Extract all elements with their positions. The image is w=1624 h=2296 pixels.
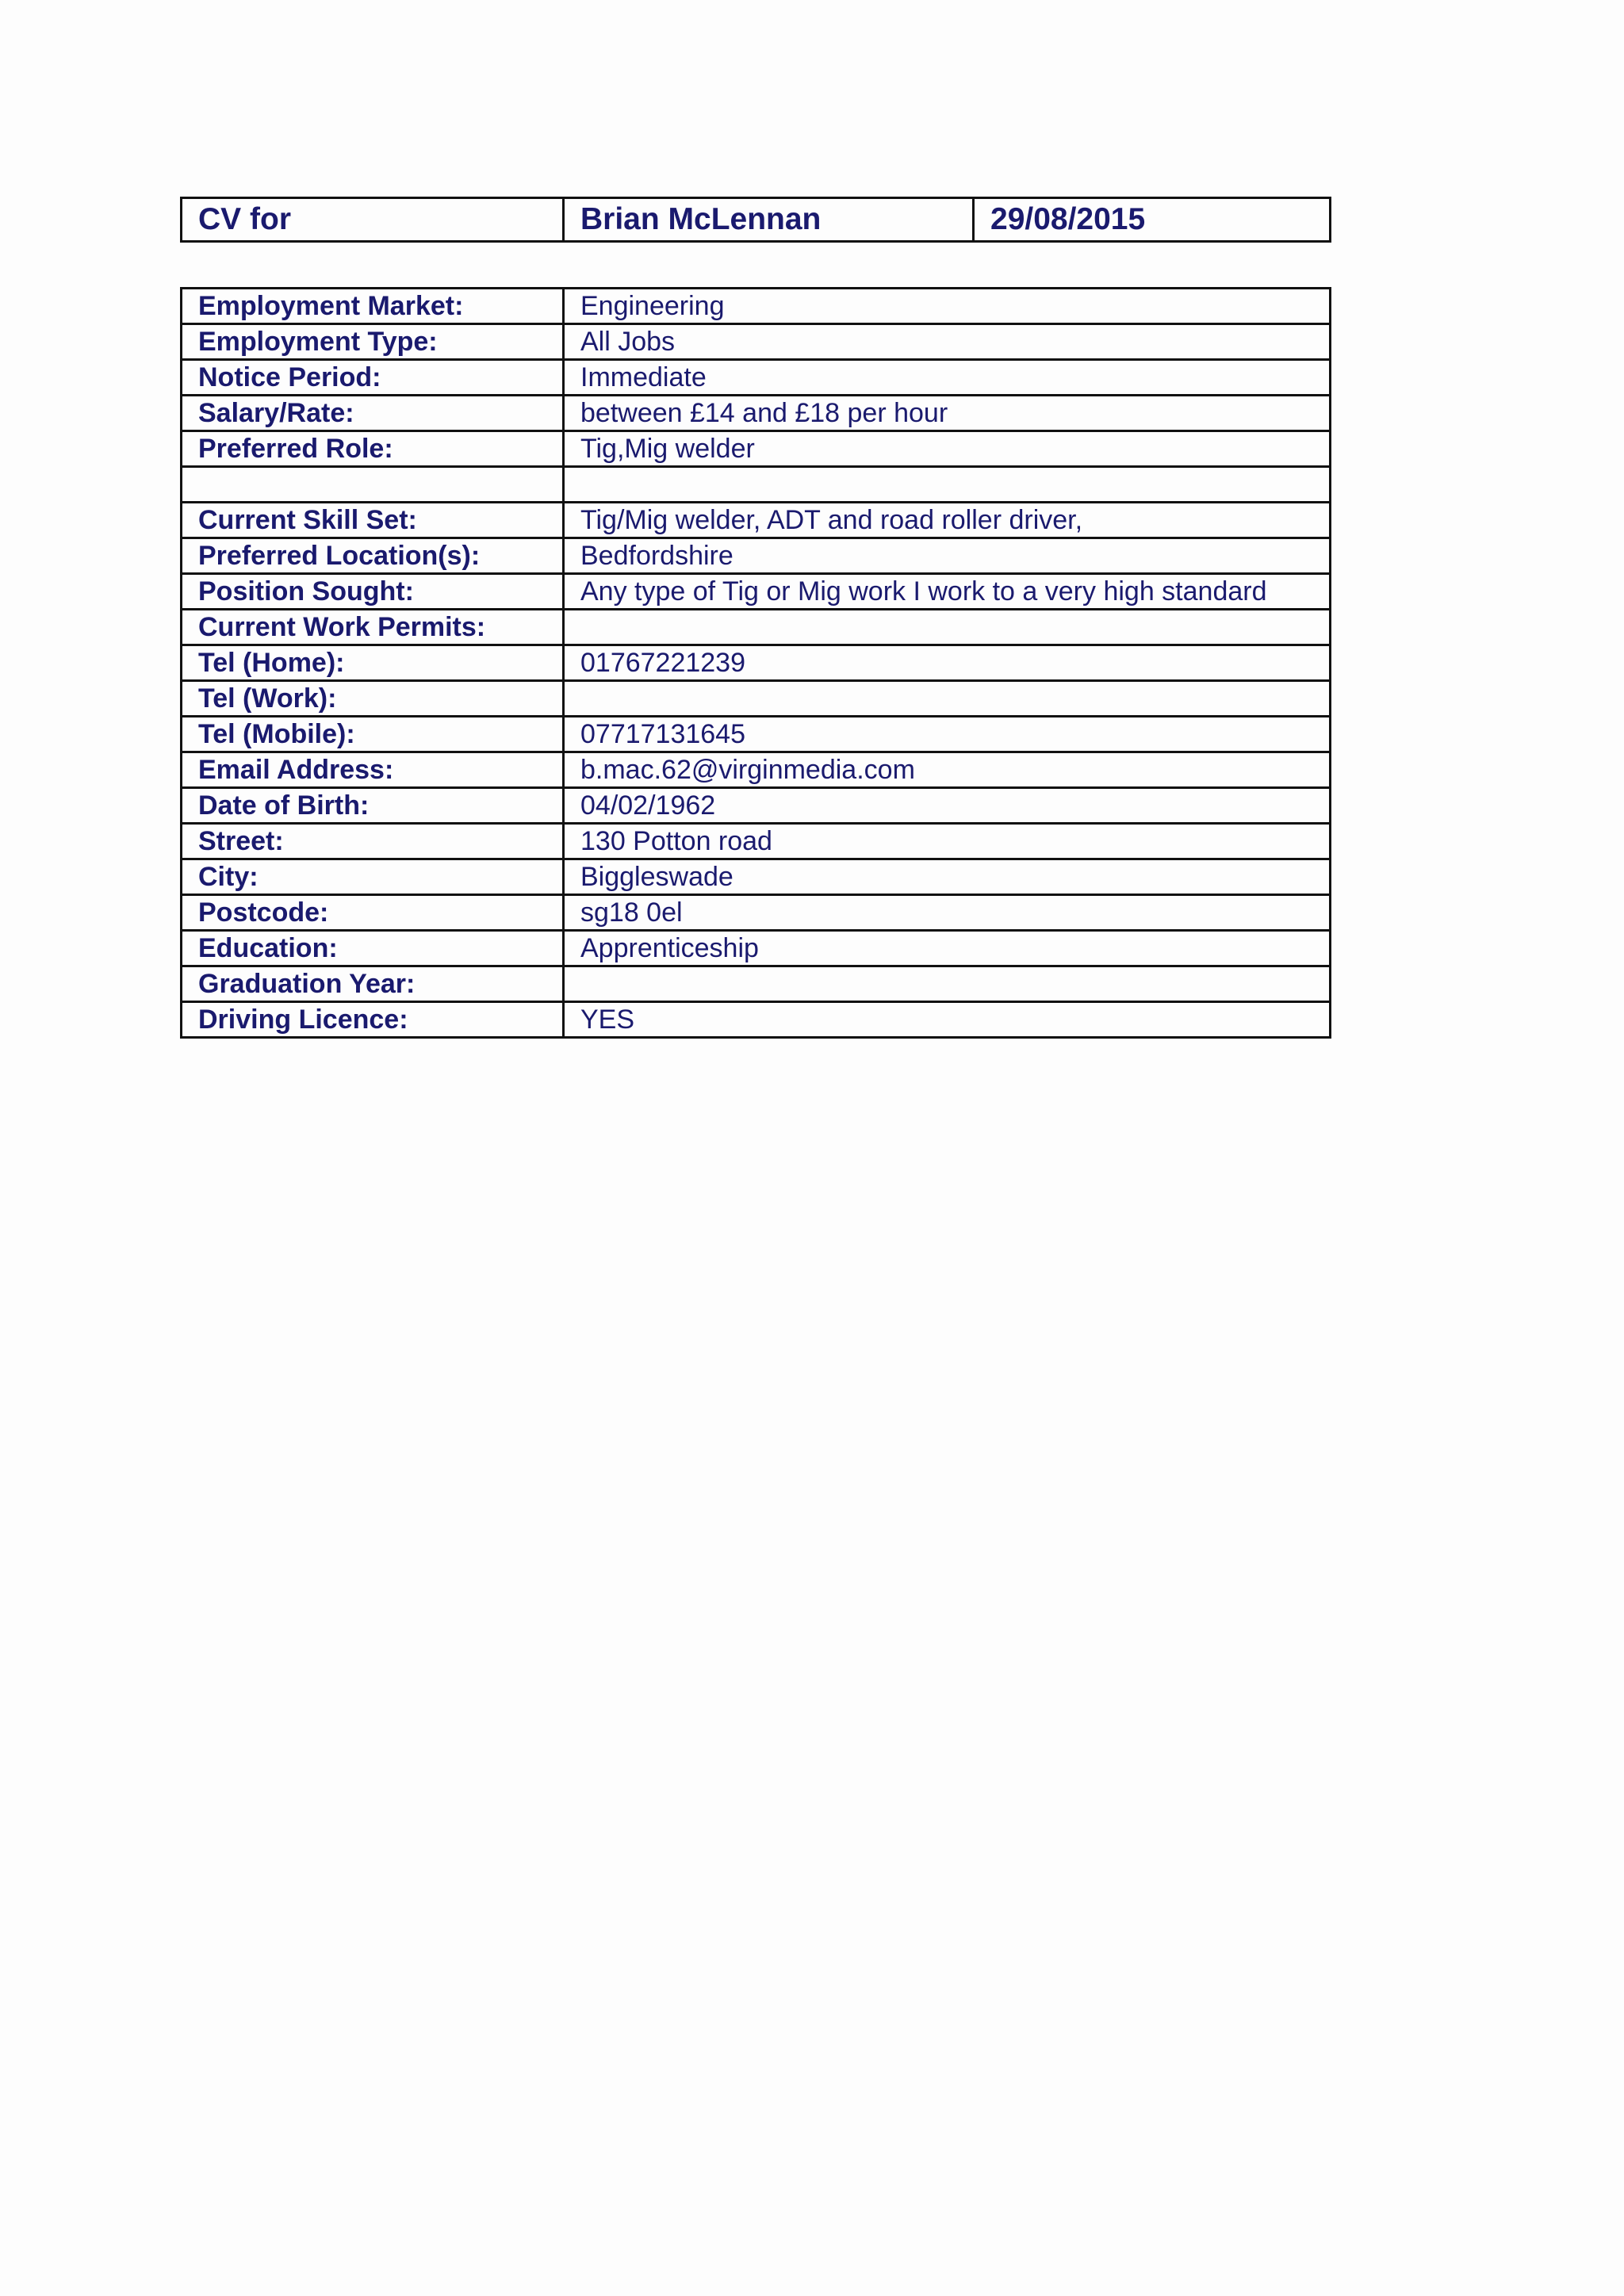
table-row [182,931,1331,966]
field-value: 04/02/1962 [564,788,1331,824]
table-row [182,1002,1331,1038]
cv-for-label: CV for [182,198,564,242]
field-value: Engineering [564,289,1331,324]
field-label: Date of Birth: [182,788,564,824]
field-label: Position Sought: [182,574,564,610]
field-value: Biggleswade [564,859,1331,895]
field-value: 130 Potton road [564,824,1331,859]
cv-date: 29/08/2015 [974,198,1331,242]
field-value [564,681,1331,717]
field-label: Tel (Home): [182,645,564,681]
field-label: Current Work Permits: [182,610,564,645]
field-value: between £14 and £18 per hour [564,396,1331,431]
field-label: Tel (Mobile): [182,717,564,752]
field-value: b.mac.62@virginmedia.com [564,752,1331,788]
candidate-name: Brian McLennan [564,198,974,242]
field-value: All Jobs [564,324,1331,360]
field-value: Apprenticeship [564,931,1331,966]
table-row [182,289,1331,324]
table-row [182,324,1331,360]
field-label: Preferred Role: [182,431,564,467]
field-value: Any type of Tig or Mig work I work to a very high standard [564,574,1331,610]
field-label: Driving Licence: [182,1002,564,1038]
field-value: 07717131645 [564,717,1331,752]
field-label: Postcode: [182,895,564,931]
table-row [182,360,1331,396]
table-row [182,610,1331,645]
field-value: Tig/Mig welder, ADT and road roller driver, [564,503,1331,538]
field-label: Notice Period: [182,360,564,396]
field-label: Employment Market: [182,289,564,324]
cv-header-row [182,198,1331,242]
table-row [182,431,1331,467]
field-label: Salary/Rate: [182,396,564,431]
table-row [182,859,1331,895]
table-row [182,788,1331,824]
field-value: YES [564,1002,1331,1038]
field-label: Education: [182,931,564,966]
field-value: Bedfordshire [564,538,1331,574]
cv-header-table [180,197,1331,243]
table-row [182,895,1331,931]
field-value: Immediate [564,360,1331,396]
table-row [182,966,1331,1002]
field-value [564,966,1331,1002]
field-label: Preferred Location(s): [182,538,564,574]
field-value [564,467,1331,503]
field-label [182,467,564,503]
table-row [182,574,1331,610]
cv-details-table [180,287,1331,1039]
field-value: 01767221239 [564,645,1331,681]
table-row [182,717,1331,752]
field-value: Tig,Mig welder [564,431,1331,467]
field-label: City: [182,859,564,895]
field-label: Tel (Work): [182,681,564,717]
table-row [182,752,1331,788]
field-label: Current Skill Set: [182,503,564,538]
field-value [564,610,1331,645]
field-value: sg18 0el [564,895,1331,931]
field-label: Employment Type: [182,324,564,360]
table-row [182,538,1331,574]
field-label: Email Address: [182,752,564,788]
table-row [182,645,1331,681]
table-row [182,467,1331,503]
field-label: Street: [182,824,564,859]
field-label: Graduation Year: [182,966,564,1002]
table-row [182,503,1331,538]
table-row [182,681,1331,717]
table-row [182,396,1331,431]
table-row [182,824,1331,859]
